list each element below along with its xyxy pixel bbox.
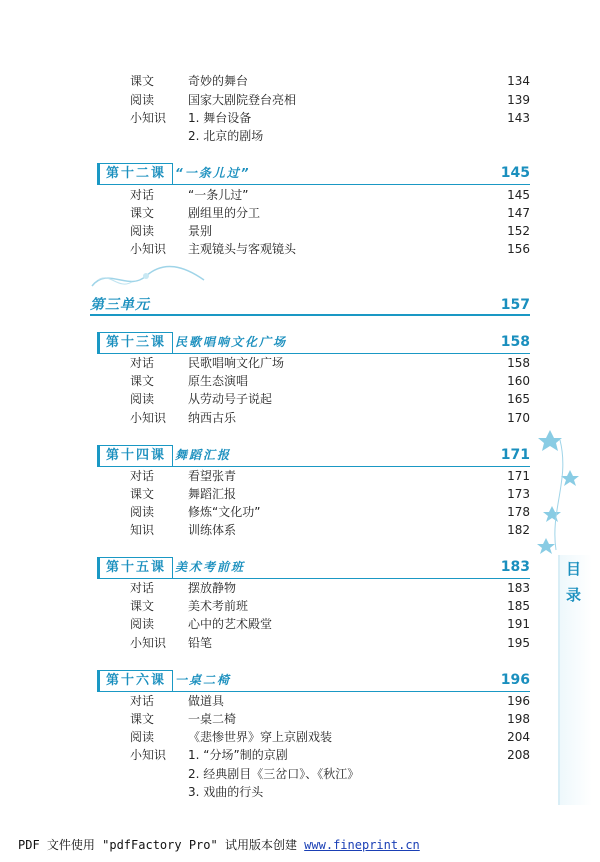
entry-title: 奇妙的舞台 (188, 74, 249, 88)
lesson-number: 第十四课 (97, 445, 173, 467)
lesson-page: 183 (500, 559, 530, 575)
pdf-footer (18, 836, 420, 853)
toc-entry[interactable] (0, 186, 600, 204)
lesson-number: 第十六课 (97, 670, 173, 692)
lesson-header[interactable] (97, 557, 530, 579)
entry-title: 铅笔 (188, 636, 213, 650)
entry-title: 《悲惨世界》穿上京剧戏装 (188, 730, 333, 744)
entry-page: 165 (507, 392, 530, 406)
entry-label: 阅读 (130, 730, 155, 744)
entry-page: 183 (507, 581, 530, 595)
entry-page: 173 (507, 487, 530, 501)
entry-title: 看望张青 (188, 469, 237, 483)
toc-entry[interactable] (0, 765, 600, 783)
entry-title: 一桌二椅 (188, 712, 237, 726)
entry-title: 2. 经典剧目《三岔口》、《秋江》 (188, 767, 360, 781)
toc-entry[interactable] (0, 91, 600, 109)
entry-label: 阅读 (130, 505, 155, 519)
entry-label: 小知识 (130, 242, 167, 256)
flourish-ornament (88, 262, 208, 294)
toc-entry[interactable] (0, 615, 600, 633)
lesson-number: 第十二课 (97, 163, 173, 185)
toc-entry[interactable] (0, 579, 600, 597)
entry-label: 课文 (130, 599, 155, 613)
entry-page: 152 (507, 224, 530, 238)
toc-entry[interactable] (0, 204, 600, 222)
lesson-page: 196 (500, 672, 530, 688)
entry-label: 阅读 (130, 93, 155, 107)
lesson-title: 美术考前班 (175, 560, 246, 574)
entry-title: 做道具 (188, 694, 225, 708)
toc-entry[interactable] (0, 467, 600, 485)
toc-entry[interactable] (0, 485, 600, 503)
entry-title: 1. “分场”制的京剧 (188, 748, 288, 762)
flower-ornament (530, 420, 590, 560)
divider (97, 184, 530, 185)
entry-page: 171 (507, 469, 530, 483)
entry-page: 195 (507, 636, 530, 650)
toc-entry[interactable] (0, 109, 600, 127)
entry-label: 课文 (130, 206, 155, 220)
lesson-number: 第十三课 (97, 332, 173, 354)
footer-link[interactable]: www.fineprint.cn (304, 838, 420, 852)
entry-label: 阅读 (130, 392, 155, 406)
toc-entry[interactable] (0, 597, 600, 615)
lesson-number: 第十五课 (97, 557, 173, 579)
entry-label: 课文 (130, 74, 155, 88)
unit-page: 157 (500, 297, 530, 313)
entry-title: 美术考前班 (188, 599, 249, 613)
lesson-page: 158 (500, 334, 530, 350)
entry-label: 小知识 (130, 636, 167, 650)
side-tab-char: 目 (566, 560, 582, 578)
lesson-header[interactable] (97, 163, 530, 185)
side-tab-char: 录 (566, 586, 582, 604)
entry-label: 阅读 (130, 617, 155, 631)
lesson-header[interactable] (97, 332, 530, 354)
toc-entry[interactable] (0, 728, 600, 746)
footer-text: PDF 文件使用 "pdfFactory Pro" 试用版本创建 (18, 838, 305, 852)
entry-label: 小知识 (130, 111, 167, 125)
toc-entry[interactable] (0, 503, 600, 521)
toc-entry[interactable] (0, 746, 600, 764)
entry-title: 原生态演唱 (188, 374, 249, 388)
entry-page: 170 (507, 411, 530, 425)
toc-entry[interactable] (0, 634, 600, 652)
toc-entry[interactable] (0, 390, 600, 408)
entry-title: 主观镜头与客观镜头 (188, 242, 297, 256)
entry-page: 158 (507, 356, 530, 370)
entry-title: 摆放静物 (188, 581, 237, 595)
lesson-page: 171 (500, 447, 530, 463)
lesson-title: 民歌唱响文化广场 (175, 335, 288, 349)
entry-title: 剧组里的分工 (188, 206, 261, 220)
entry-page: 185 (507, 599, 530, 613)
toc-entry[interactable] (0, 521, 600, 539)
entry-title: “一条儿过” (188, 188, 249, 202)
entry-page: 139 (507, 93, 530, 107)
toc-entry[interactable] (0, 783, 600, 801)
lesson-page: 145 (500, 165, 530, 181)
entry-page: 208 (507, 748, 530, 762)
entry-title: 心中的艺术殿堂 (188, 617, 273, 631)
entry-title: 1. 舞台设备 (188, 111, 252, 125)
entry-label: 课文 (130, 487, 155, 501)
toc-entry[interactable] (0, 409, 600, 427)
entry-label: 对话 (130, 694, 155, 708)
entry-page: 134 (507, 74, 530, 88)
entry-title: 修炼“文化功” (188, 505, 261, 519)
toc-entry[interactable] (0, 354, 600, 372)
entry-title: 训练体系 (188, 523, 237, 537)
entry-page: 204 (507, 730, 530, 744)
entry-title: 从劳动号子说起 (188, 392, 273, 406)
entry-title: 景别 (188, 224, 213, 238)
entry-page: 147 (507, 206, 530, 220)
entry-page: 182 (507, 523, 530, 537)
entry-label: 对话 (130, 356, 155, 370)
toc-entry[interactable] (0, 72, 600, 90)
entry-page: 196 (507, 694, 530, 708)
entry-label: 阅读 (130, 224, 155, 238)
entry-title: 民歌唱响文化广场 (188, 356, 285, 370)
entry-title: 纳西古乐 (188, 411, 237, 425)
entry-page: 145 (507, 188, 530, 202)
entry-label: 小知识 (130, 748, 167, 762)
entry-label: 对话 (130, 188, 155, 202)
divider (90, 314, 530, 316)
lesson-title: 一桌二椅 (175, 673, 232, 687)
entry-page: 198 (507, 712, 530, 726)
entry-label: 课文 (130, 374, 155, 388)
lesson-header[interactable] (97, 670, 530, 692)
entry-label: 对话 (130, 581, 155, 595)
entry-page: 143 (507, 111, 530, 125)
entry-label: 知识 (130, 523, 155, 537)
entry-page: 156 (507, 242, 530, 256)
entry-label: 小知识 (130, 411, 167, 425)
toc-entry[interactable] (0, 710, 600, 728)
entry-label: 课文 (130, 712, 155, 726)
entry-page: 178 (507, 505, 530, 519)
unit-title: 第三单元 (90, 297, 150, 313)
toc-entry[interactable] (0, 372, 600, 390)
entry-label: 对话 (130, 469, 155, 483)
entry-title: 3. 戏曲的行头 (188, 785, 264, 799)
toc-entry[interactable] (0, 222, 600, 240)
entry-page: 160 (507, 374, 530, 388)
toc-entry[interactable] (0, 692, 600, 710)
lesson-title: “一条儿过” (175, 166, 251, 180)
entry-page: 191 (507, 617, 530, 631)
toc-entry[interactable] (0, 127, 600, 145)
entry-title: 舞蹈汇报 (188, 487, 237, 501)
lesson-title: 舞蹈汇报 (175, 448, 232, 462)
toc-entry[interactable] (0, 240, 600, 258)
entry-title: 2. 北京的剧场 (188, 129, 264, 143)
lesson-header[interactable] (97, 445, 530, 467)
entry-title: 国家大剧院登台亮相 (188, 93, 297, 107)
unit-header[interactable] (90, 294, 530, 316)
